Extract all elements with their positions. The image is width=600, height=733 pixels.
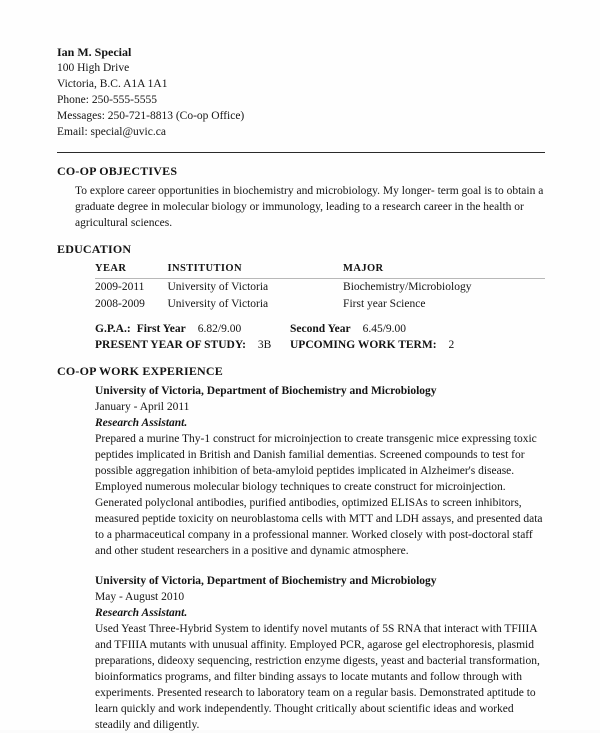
header-divider [57,152,545,153]
present-year-value: 3B [257,339,272,351]
education-year: 2008-2009 [95,298,145,310]
job-description: Used Yeast Three-Hybrid System to identify novel mutants of 5S RNA that interact with TFIIIA and TFIIIA mutants with unusual affinity. Employed PCR, agarose gel electrophoresis, plasmid preparations, dideoxy sequencing, restriction enzyme digests, yeast and bacterial transformation, bioinformatics programs, and filter binding assays to locate mutants and follow through with experiments. Presented research to laboratory team on a regular basis. Demonstrated aptitude to learn quickly and work independently. Thought critically about scientific ideas and worked steadily and diligently. [95,623,540,731]
objectives-text: To explore career opportunities in biochemistry and microbiology. My longer- term goal is to obtain a graduate degree in molecular biology or immunology, leading to a research career in the health or agricultural sciences. [75,185,544,229]
education-header-row [95,261,545,279]
objectives-heading: CO-OP OBJECTIVES [57,164,178,178]
contact-block [57,44,545,140]
education-major: First year Science [343,298,426,310]
upcoming-term-label: UPCOMING WORK TERM: [290,339,437,351]
job-employer: University of Victoria, Department of Biochemistry and Microbiology [95,385,437,397]
present-year-label: PRESENT YEAR OF STUDY: [95,339,246,351]
gpa-second-year-value: 6.45/9.00 [362,323,407,335]
experience-section [57,363,545,733]
education-table [95,261,545,313]
job-description: Prepared a murine Thy-1 construct for microinjection to create transgenic mice expressing toxic peptides implicated in British and Danish familial dementias. Screened compounds to test for possible aggregation inhibition of beta-amyloid peptides implicated in Alzheimer's disease. Employed numerous molecular biology techniques to create construct for microinjection. Generated polyclonal antibodies, purified antibodies, optimized ELISAs to screen inhibitors, measured peptide toxicity on neuroblastoma cells with MTT and LDH assays, and presented data to a pharmaceutical company in a professional manner. Worked closely with post-doctoral staff and other student researchers in a positive and dynamic atmosphere. [95,433,543,557]
job-entry [95,383,545,559]
education-institution: University of Victoria [167,298,269,310]
address-line-1: 100 High Drive [57,62,130,74]
job-dates: January - April 2011 [95,401,190,413]
phone-line: Phone: 250-555-5555 [57,94,157,106]
education-section [57,241,545,353]
education-major: Biochemistry/Microbiology [343,281,472,293]
column-header-year: YEAR [95,261,168,279]
education-row [95,296,545,313]
job-title: Research Assistant. [95,417,188,429]
gpa-label: G.P.A.: [95,323,131,335]
education-heading: EDUCATION [57,242,132,256]
gpa-line [95,321,545,337]
education-year: 2009-2011 [95,281,145,293]
experience-heading: CO-OP WORK EXPERIENCE [57,364,223,378]
gpa-first-year-value: 6.82/9.00 [197,323,242,335]
job-entry [95,573,545,733]
gpa-first-year-label: First Year [136,323,186,335]
study-status-line [95,337,545,353]
gpa-second-year-label: Second Year [290,323,351,335]
job-title: Research Assistant. [95,607,188,619]
column-header-major: MAJOR [337,261,545,279]
objectives-section [57,163,545,231]
email-line: Email: special@uvic.ca [57,126,166,138]
column-header-institution: INSTITUTION [168,261,338,279]
messages-line: Messages: 250-721-8813 (Co-op Office) [57,110,245,122]
job-dates: May - August 2010 [95,591,185,603]
person-name: Ian M. Special [57,45,132,59]
job-employer: University of Victoria, Department of Biochemistry and Microbiology [95,575,437,587]
upcoming-term-value: 2 [448,339,455,351]
education-row [95,279,545,296]
address-line-2: Victoria, B.C. A1A 1A1 [57,78,168,90]
education-institution: University of Victoria [167,281,269,293]
